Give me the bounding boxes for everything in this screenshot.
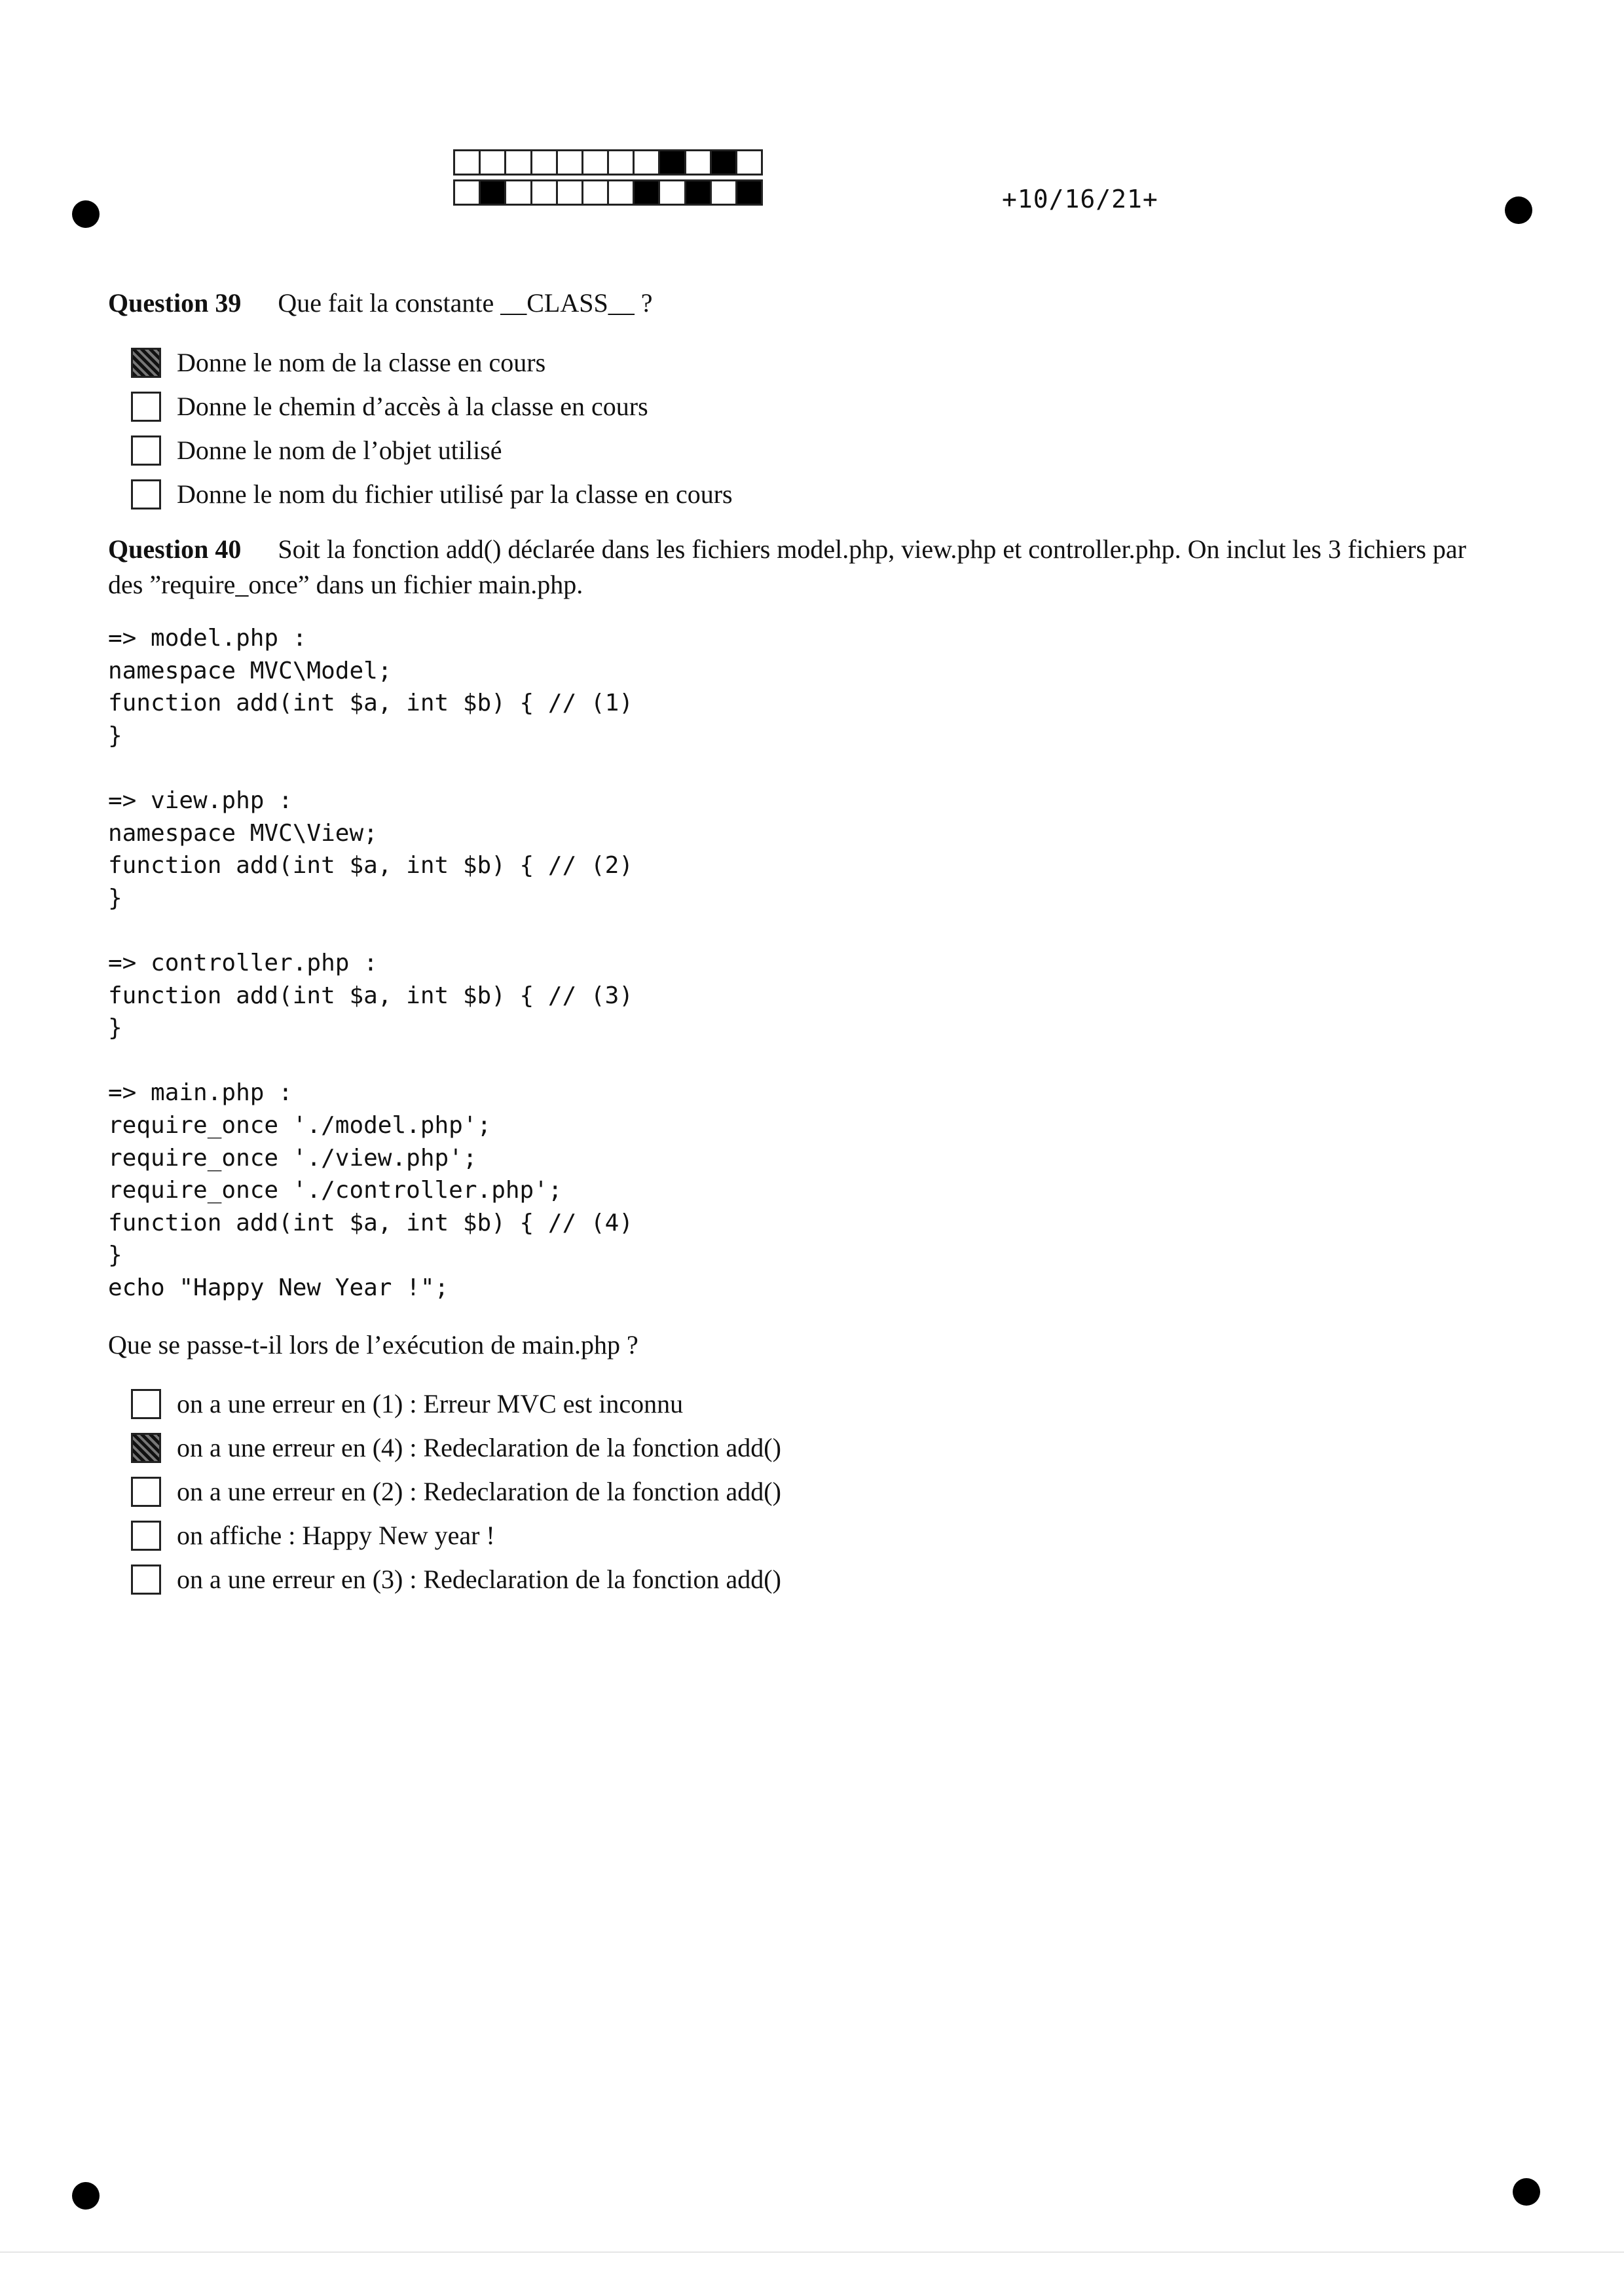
checkbox[interactable] <box>131 1433 161 1463</box>
answer-list-40 <box>131 1382 781 1601</box>
code-cell <box>712 181 737 204</box>
answer-label: Donne le nom de l’objet utilisé <box>177 435 502 465</box>
answer-label: Donne le chemin d’accès à la classe en cours <box>177 392 648 421</box>
answer-option[interactable] <box>131 472 733 516</box>
checkbox[interactable] <box>131 1565 161 1595</box>
code-cell <box>455 151 481 174</box>
code-cell <box>609 151 635 174</box>
answer-option[interactable] <box>131 1470 781 1513</box>
code-row <box>453 179 763 206</box>
checkbox[interactable] <box>131 392 161 422</box>
binary-id-code <box>453 149 763 210</box>
answer-option[interactable] <box>131 384 733 428</box>
answer-list-39 <box>131 341 733 516</box>
code-cell <box>712 151 737 174</box>
checkbox[interactable] <box>131 1521 161 1551</box>
question-text: Soit la fonction add() déclarée dans les fichiers model.php, view.php et controller.php. On inclut les 3 fichiers par des ”require_once” dans un fichier main.php. <box>108 534 1467 599</box>
code-row <box>453 149 763 176</box>
code-cell <box>558 181 583 204</box>
code-cell <box>583 151 609 174</box>
question-text: Que fait la constante __CLASS__ ? <box>278 288 653 318</box>
code-cell <box>609 181 635 204</box>
code-cell <box>737 181 761 204</box>
code-cell <box>660 181 686 204</box>
answer-label: Donne le nom de la classe en cours <box>177 348 546 377</box>
checkbox[interactable] <box>131 435 161 466</box>
code-cell <box>686 181 712 204</box>
code-cell <box>583 181 609 204</box>
answer-option[interactable] <box>131 1382 781 1426</box>
code-cell <box>660 151 686 174</box>
answer-option[interactable] <box>131 341 733 384</box>
question-number: Question 40 <box>108 534 242 564</box>
code-cell <box>506 151 532 174</box>
question-prompt: Que se passe-t-il lors de l’exécution de main.php ? <box>108 1330 638 1360</box>
answer-label: Donne le nom du fichier utilisé par la classe en cours <box>177 479 733 509</box>
answer-label: on a une erreur en (1) : Erreur MVC est inconnu <box>177 1389 684 1418</box>
code-cell <box>532 151 558 174</box>
question-number: Question 39 <box>108 288 242 318</box>
registration-mark-top-left <box>72 200 100 228</box>
checkbox[interactable] <box>131 1389 161 1419</box>
registration-mark-bottom-right <box>1513 2178 1540 2206</box>
code-cell <box>532 181 558 204</box>
answer-option[interactable] <box>131 428 733 472</box>
code-cell <box>455 181 481 204</box>
answer-label: on a une erreur en (2) : Redeclaration de la fonction add() <box>177 1477 781 1506</box>
code-cell <box>686 151 712 174</box>
code-cell <box>635 151 660 174</box>
question-39 <box>108 286 1503 321</box>
answer-label: on affiche : Happy New year ! <box>177 1521 495 1550</box>
registration-mark-bottom-left <box>72 2182 100 2210</box>
answer-label: on a une erreur en (4) : Redeclaration de la fonction add() <box>177 1433 781 1462</box>
answer-option[interactable] <box>131 1426 781 1470</box>
code-listing: => model.php : namespace MVC\Model; function add(int $a, int $b) { // (1) } => view.php : namespace MVC\View; function add(int $a, int $b) { // (2) } => controller.php : function add(int $a, int $b) { // (3) } => main.php : require_once './model.php'; require_once './view.php'; require_once './controller.php'; function add(int $a, int $b) { // (4) } echo "Happy New Year !"; <box>108 625 633 1301</box>
page-id: +10/16/21+ <box>1002 185 1158 213</box>
checkbox[interactable] <box>131 348 161 378</box>
registration-mark-top-right <box>1505 196 1532 224</box>
checkbox[interactable] <box>131 1477 161 1507</box>
code-cell <box>506 181 532 204</box>
code-cell <box>558 151 583 174</box>
code-cell <box>635 181 660 204</box>
code-cell <box>481 151 506 174</box>
page-bottom-edge <box>0 2251 1624 2253</box>
code-cell <box>737 151 761 174</box>
code-cell <box>481 181 506 204</box>
checkbox[interactable] <box>131 479 161 509</box>
answer-option[interactable] <box>131 1557 781 1601</box>
question-40 <box>108 532 1503 602</box>
answer-option[interactable] <box>131 1513 781 1557</box>
answer-label: on a une erreur en (3) : Redeclaration de la fonction add() <box>177 1565 781 1594</box>
